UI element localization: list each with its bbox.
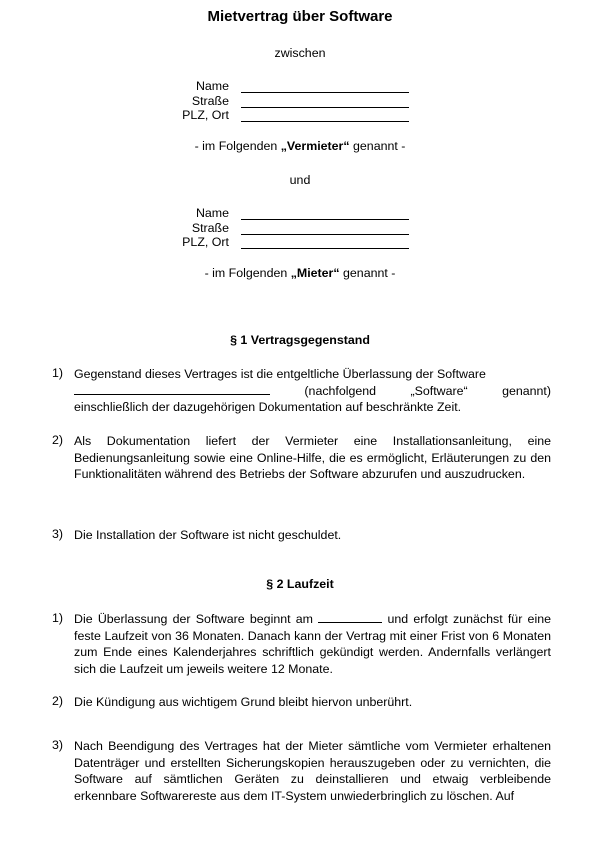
item-text — [74, 366, 551, 416]
tenant-name-row — [140, 206, 440, 221]
city-label: PLZ, Ort — [182, 235, 229, 249]
section1-item-2 — [52, 433, 551, 483]
item-text: Nach Beendigung des Vertrages hat der Mieter sämtliche vom Vermieter erhaltenen Datenträger und erstellten Sicherungskopien herauszugeben oder zu vernichten, die Software auf sämtlichen Geräten zu deinstallieren und etwaig verbleibende erkennbare Softwarereste aus dem IT-System unwiederbringlich zu löschen. Auf — [74, 739, 551, 803]
item-number: 3) — [52, 738, 64, 752]
section1-item-3 — [52, 527, 551, 544]
item-text: Als Dokumentation liefert der Vermieter eine Installationsanleitung, eine Bedienungsanleitung sowie eine Online-Hilfe, die es ermöglicht, Erläuterungen zu den Funktionalitäten während des Betriebs der Software abzurufen und auszudrucken. — [74, 434, 551, 482]
section2-item-1 — [52, 611, 551, 677]
item-text — [74, 611, 551, 677]
landlord-note-prefix: - im Folgenden — [194, 139, 281, 153]
tenant-street-row — [140, 221, 440, 236]
item-number: 3) — [52, 527, 64, 541]
landlord-note-suffix: genannt - — [349, 139, 406, 153]
tenant-term: „Mieter“ — [290, 266, 340, 280]
tenant-city-row — [140, 235, 440, 250]
section1-heading: § 1 Vertragsgegenstand — [230, 333, 370, 347]
street-label: Straße — [191, 220, 229, 235]
text-segment: (nachfolgend — [304, 383, 377, 398]
tenant-note-prefix: - im Folgenden — [204, 266, 291, 280]
name-label: Name — [195, 79, 229, 93]
item-number: 2) — [52, 694, 64, 708]
item-text: Die Kündigung aus wichtigem Grund bleibt hiervon unberührt. — [74, 695, 413, 709]
street-label: Straße — [191, 93, 229, 108]
landlord-name-row — [140, 79, 440, 94]
section2-item-2 — [52, 694, 551, 711]
section2-item-3 — [52, 738, 551, 804]
text-segment: „Software“ — [410, 383, 468, 398]
text-line — [74, 366, 551, 383]
item-number: 1) — [52, 366, 64, 380]
item-number: 1) — [52, 611, 64, 625]
landlord-city-row — [140, 108, 440, 123]
landlord-street-row — [140, 94, 440, 109]
name-label: Name — [195, 206, 229, 220]
text-segment: Gegenstand dieses Vertrages ist die entgeltliche Überlassung der Software — [74, 367, 486, 381]
tenant-block — [140, 206, 440, 250]
text-segment: Die Überlassung der Software beginnt am — [74, 612, 313, 626]
section2-heading: § 2 Laufzeit — [266, 577, 334, 591]
text-segment: und erfolgt zunächst für eine feste Laufzeit von 36 Monaten. Danach kann der Vertrag mit einer Frist von 6 Monaten zum Ende eines Kalenderjahres schriftlich gekündigt werden. Andernfalls verlängert sich die Laufzeit um jeweils weitere 12 Monate. — [74, 612, 551, 676]
document-title: Mietvertrag über Software — [207, 8, 393, 25]
section1-item-1 — [52, 366, 551, 416]
city-label: PLZ, Ort — [182, 108, 229, 122]
item-number: 2) — [52, 433, 64, 447]
landlord-block — [140, 79, 440, 123]
item-text: Die Installation der Software ist nicht geschuldet. — [74, 528, 342, 542]
landlord-term: „Vermieter“ — [280, 139, 350, 153]
text-segment: genannt) — [502, 383, 551, 398]
between-text: zwischen — [274, 46, 326, 60]
tenant-note-suffix: genannt - — [339, 266, 396, 280]
text-line — [74, 383, 551, 400]
start-date-field[interactable] — [318, 611, 382, 623]
landlord-designation — [0, 139, 600, 153]
tenant-city-field[interactable] — [241, 248, 409, 249]
text-line: einschließlich der dazugehörigen Dokumentation auf beschränkte Zeit. — [74, 400, 462, 415]
and-text: und — [289, 173, 311, 187]
software-name-field[interactable] — [74, 383, 270, 395]
tenant-designation — [0, 266, 600, 280]
landlord-city-field[interactable] — [241, 121, 409, 122]
